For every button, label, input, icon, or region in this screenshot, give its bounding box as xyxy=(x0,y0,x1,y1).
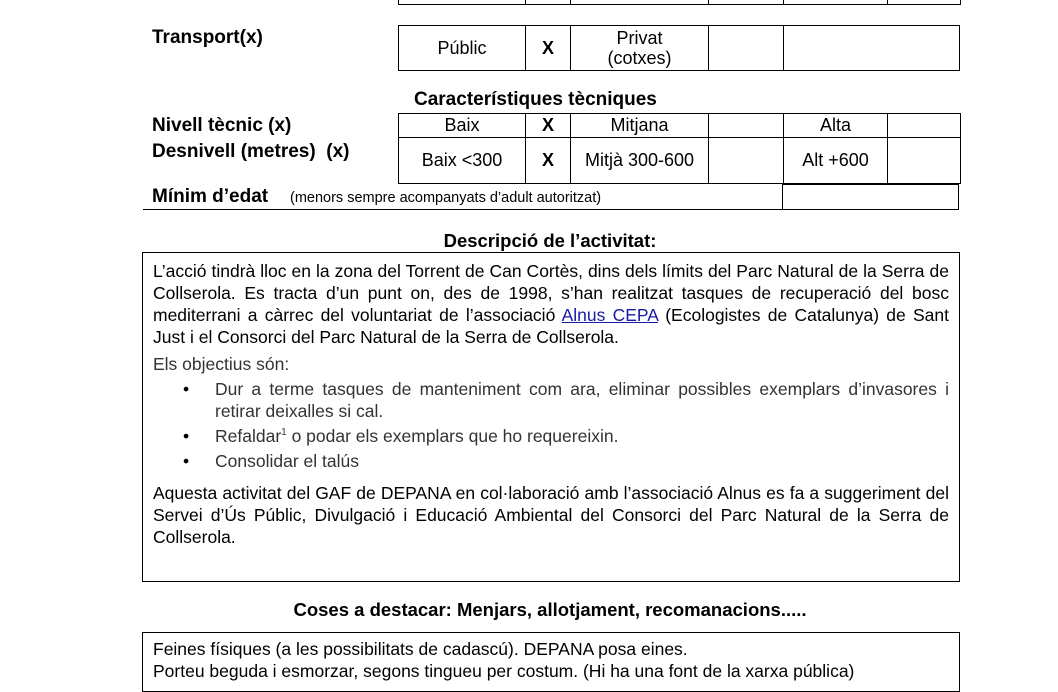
min-age-row xyxy=(143,185,783,210)
objectives-intro: Els objectius són: xyxy=(153,354,290,374)
level-low: Baix xyxy=(399,114,526,138)
objective-item xyxy=(153,425,949,447)
objective2-rest: o podar els exemplars que ho requereixin. xyxy=(286,426,619,446)
transport-public: Públic xyxy=(399,26,526,71)
technical-table xyxy=(398,113,961,184)
transport-table xyxy=(398,25,960,71)
elev-mid-mark xyxy=(709,138,784,184)
transport-private-line2: (cotxes) xyxy=(607,48,672,68)
elev-mid: Mitjà 300-600 xyxy=(571,138,709,184)
transport-private xyxy=(571,26,709,71)
description-heading: Descripció de l’activitat: xyxy=(443,230,657,251)
previous-table-fragment xyxy=(398,0,961,5)
description-para1-start: L’acció tindrà lloc en la zona del Torrent de Can Cortès, dins dels límits del Parc Natural de la Serra de Collserola. Es tracta d’un punt on, des de 1998, s’han realitzat tasques de recuperació del bosc mediterrani a càrrec del voluntariat de l’associació xyxy=(153,261,949,325)
footnote-marker: 1 xyxy=(281,427,287,439)
description-para1-end: (Ecologistes de Catalunya) de Sant Just i el Consorci del Parc Natural de la Serra de Collserola. xyxy=(153,305,950,347)
min-age-value-cell xyxy=(782,184,959,210)
alnus-cepa-link[interactable]: Alnus CEPA xyxy=(561,305,658,325)
level-low-mark: X xyxy=(526,114,571,138)
highlights-box xyxy=(142,632,960,692)
min-age-label: Mínim d’edat xyxy=(152,186,269,207)
transport-private-mark xyxy=(709,26,784,71)
technical-heading: Característiques tècniques xyxy=(414,89,657,110)
objectives-list xyxy=(153,378,949,472)
transport-empty-cell xyxy=(784,26,960,71)
level-high: Alta xyxy=(784,114,888,138)
min-age-note: (menors sempre acompanyats d’adult autoritzat) xyxy=(290,190,602,206)
elev-low-mark: X xyxy=(526,138,571,184)
level-mid-mark xyxy=(709,114,784,138)
transport-label: Transport(x) xyxy=(152,27,263,48)
technical-level-label: Nivell tècnic (x) xyxy=(152,115,292,136)
description-box xyxy=(142,252,960,582)
elev-high-mark xyxy=(888,138,961,184)
objective2-word: Refaldar xyxy=(215,426,282,446)
objective-item: • Dur a terme tasques de manteniment com ara, eliminar possibles exemplars d’invasores i retirar deixalles si cal. xyxy=(153,378,949,422)
level-mid: Mitjana xyxy=(571,114,709,138)
highlights-line-1: Feines físiques (a les possibilitats de cadascú). DEPANA posa eines. xyxy=(153,639,688,659)
transport-public-mark: X xyxy=(526,26,571,71)
objective-item: • Consolidar el talús xyxy=(153,450,949,472)
elev-high: Alt +600 xyxy=(784,138,888,184)
highlights-heading: Coses a destacar: Menjars, allotjament, recomanacions..... xyxy=(293,599,807,620)
highlights-line-2: Porteu beguda i esmorzar, segons tingueu per costum. (Hi ha una font de la xarxa pública) xyxy=(153,661,855,681)
elev-low: Baix <300 xyxy=(399,138,526,184)
transport-private-line1: Privat xyxy=(616,28,663,48)
description-paragraph-2: Aquesta activitat del GAF de DEPANA en col·laboració amb l’associació Alnus es fa a suggeriment del Servei d’Ús Públic, Divulgació i Educació Ambiental del Consorci del Parc Natural de la Serra de Collserola. xyxy=(153,483,949,547)
level-high-mark xyxy=(888,114,961,138)
elevation-label: Desnivell (metres) (x) xyxy=(152,141,350,162)
description-paragraph-1 xyxy=(153,260,949,348)
